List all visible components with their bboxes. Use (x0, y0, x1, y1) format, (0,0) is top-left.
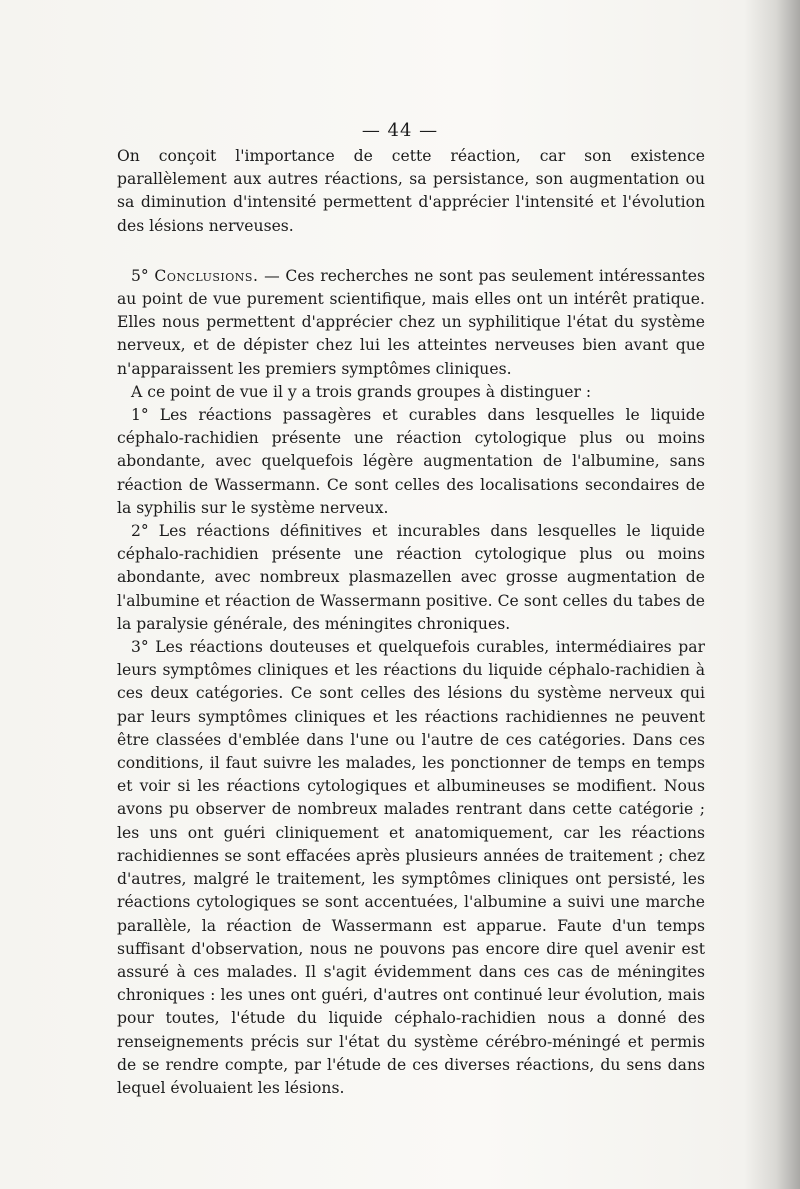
paragraph-reaction-importance: On conçoit l'importance de cette réaction, car son existence parallèlement aux autres réactions, sa persistance, son augmentation ou sa diminution d'intensité permettent d'apprécier l'intensité et l'évolution des lésions nerveuses. (117, 147, 705, 235)
paragraph-three-groups: A ce point de vue il y a trois grands groupes à distinguer : (131, 382, 592, 401)
paragraph-conclusions (117, 265, 705, 381)
section-heading: Conclusions. (154, 266, 259, 285)
paragraph-group-2: 2° Les réactions définitives et incurables dans lesquelles le liquide céphalo-rachidien présente une réaction cytologique plus ou moins abondante, avec nombreux plasmazellen avec grosse augmentation de l'albumine et réaction de Wassermann positive. Ce sont celles du tabes de la paralysie générale, des méningites chroniques. (117, 522, 705, 633)
paragraph-gap (117, 238, 705, 265)
page-number: — 44 — (361, 120, 439, 141)
section-number: 5° (131, 266, 155, 285)
body-text (117, 145, 705, 1100)
paragraph-group-1: 1° Les réactions passagères et curables dans lesquelles le liquide céphalo-rachidien présente une réaction cytologique plus ou moins abondante, avec quelquefois légère augmentation de l'albumine, sans réaction de Wassermann. Ce sont celles des localisations secondaires de la syphilis sur le système nerveux. (117, 406, 705, 517)
conclusions-text: — Ces recherches ne sont pas seulement intéressantes au point de vue purement scientifique, mais elles ont un intérêt pratique. Elles nous permettent d'apprécier chez un syphilitique l'état du système nerveux, et de dépister chez lui les atteintes nerveuses bien avant que n'apparaissent les premiers symptômes cliniques. (117, 266, 705, 378)
paragraph-group-3: 3° Les réactions douteuses et quelquefois curables, intermédiaires par leurs symptômes cliniques et les réactions du liquide céphalo-rachidien à ces deux catégories. Ce sont celles des lésions du système nerveux qui par leurs symptômes cliniques et les réactions rachidiennes ne peuvent être classées d'emblée dans l'une ou l'autre de ces catégories. Dans ces conditions, il faut suivre les malades, les ponctionner de temps en temps et voir si les réactions cytologiques et albumineuses se modifient. Nous avons pu observer de nombreux malades rentrant dans cette catégorie ; les uns ont guéri cliniquement et anatomiquement, car les réactions rachidiennes se sont effacées après plusieurs années de traitement ; chez d'autres, malgré le traitement, les symptômes cliniques ont persisté, les réactions cytologiques se sont accentuées, l'albumine a suivi une marche parallèle, la réaction de Wassermann est apparue. Faute d'un temps suffisant d'observation, nous ne pouvons pas encore dire quel avenir est assuré à ces malades. Il s'agit évidemment dans ces cas de méningites chroniques : les unes ont guéri, d'autres ont continué leur évolution, mais pour toutes, l'étude du liquide céphalo-rachidien nous a donné des renseignements précis sur l'état du système cérébro-méningé et permis de se rendre compte, par l'étude de ces diverses réactions, du sens dans lequel évoluaient les lésions. (117, 638, 705, 1097)
